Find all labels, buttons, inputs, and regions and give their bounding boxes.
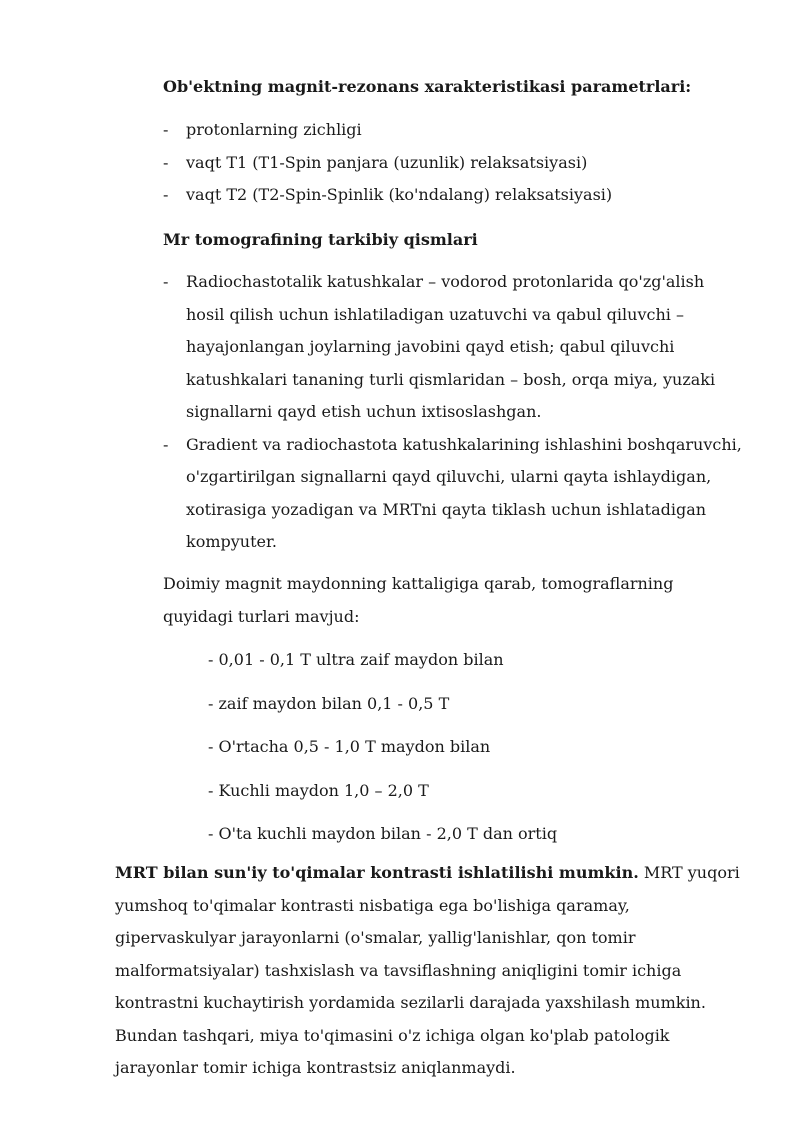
list-item: - O'ta kuchli maydon bilan - 2,0 T dan ortiq bbox=[208, 824, 558, 843]
contrast-paragraph bbox=[115, 857, 745, 1085]
list-item: - Gradient va radiochastota katushkalarining ishlashini boshqaruvchi, o'zgartirilgan signallarni qayd qiluvchi, ularni qayta ishlaydigan, xotirasiga yozadigan va MRTni qayta tiklash uchun ishlatadigan kompyuter. bbox=[163, 429, 743, 559]
list-item: - vaqt T2 (T2-Spin-Spinlik (ko'ndalang) relaksatsiyasi) bbox=[163, 179, 743, 212]
list-dash: - bbox=[163, 152, 169, 172]
list-item: - Radiochastotalik katushkalar – vodorod protonlarida qo'zg'alish hosil qilish uchun ishlatiladigan uzatuvchi va qabul qiluvchi – hayajonlangan joylarning javobini qayd etish; qabul qiluvchi katushkalari tananing turli qismlaridan – bosh, orqa miya, yuzaki signallarni qayd etish uchun ixtisoslashgan. bbox=[163, 266, 743, 429]
list-item: - 0,01 - 0,1 T ultra zaif maydon bilan bbox=[208, 650, 504, 669]
list-dash: - bbox=[163, 272, 169, 291]
list-item: - Kuchli maydon 1,0 – 2,0 T bbox=[208, 780, 429, 800]
tomograph-types-intro: Doimiy magnit maydonning kattaligiga qarab, tomograflarning quyidagi turlari mavjud: bbox=[163, 574, 674, 626]
list-item: - protonlarning zichligi bbox=[163, 114, 743, 147]
list-dash: - bbox=[163, 185, 169, 204]
list-item: - vaqt T1 (T1-Spin panjara (uzunlik) relaksatsiyasi) bbox=[163, 147, 743, 180]
contrast-body-text: MRT yuqori yumshoq to'qimalar kontrasti nisbatiga ega bo'lishiga qaramay, gipervaskulyar jarayonlarni (o'smalar, yallig'lanishlar, qon tomir malformatsiyalar) tashxislash va tavsiflashning aniqligini tomir ichiga kontrastni kuchaytirish yordamida sezilarli darajada yaxshilash mumkin. Bundan tashqari, miya to'qimasini o'z ichiga olgan ko'plab patologik jarayonlar tomir ichiga kontrastsiz aniqlanmaydi. bbox=[115, 863, 740, 1077]
list-dash: - bbox=[163, 120, 169, 139]
list-item: - O'rtacha 0,5 - 1,0 T maydon bilan bbox=[208, 737, 491, 756]
section-heading-tomograph-components: Mr tomografining tarkibiy qismlari bbox=[163, 230, 478, 249]
tomograph-components-list bbox=[163, 266, 743, 559]
mr-parameters-list bbox=[163, 114, 743, 212]
contrast-lead-sentence: MRT bilan sun'iy to'qimalar kontrasti ishlatilishi mumkin. bbox=[115, 863, 639, 882]
field-strength-list bbox=[208, 648, 557, 866]
list-item: - zaif maydon bilan 0,1 - 0,5 T bbox=[208, 693, 450, 713]
list-dash: - bbox=[163, 434, 169, 454]
section-heading-mr-parameters: Ob'ektning magnit-rezonans xarakteristikasi parametrlari: bbox=[163, 77, 692, 96]
